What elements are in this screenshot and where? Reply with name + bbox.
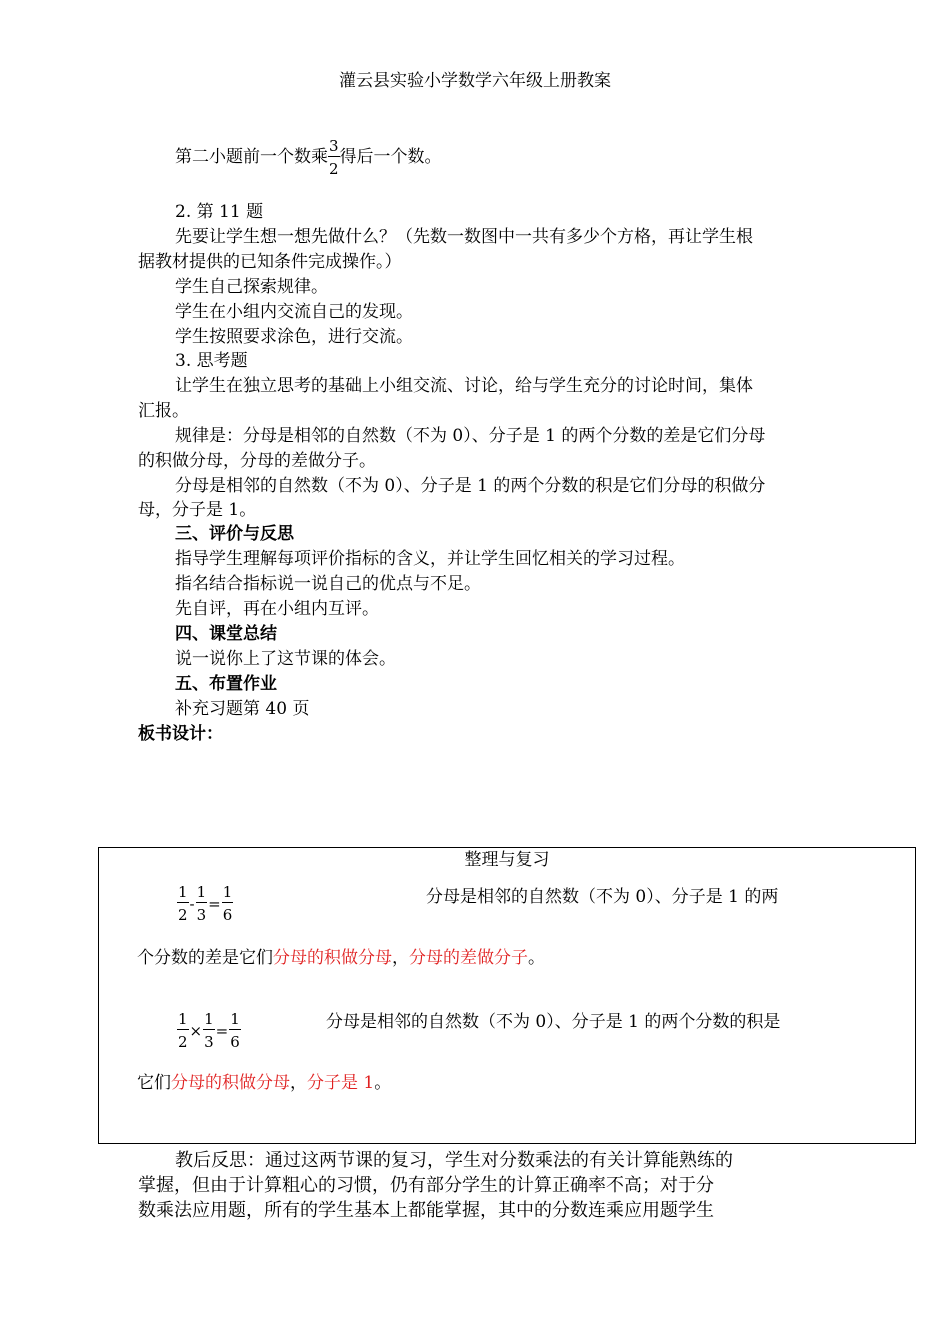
fraction-denominator: 2 <box>329 160 339 178</box>
fraction-denominator: 3 <box>196 906 207 924</box>
fraction-denominator: 6 <box>222 906 233 924</box>
text-segment: ， <box>290 1073 307 1093</box>
highlight-text: 分母的积做分母 <box>273 948 392 968</box>
body-line: 汇报。 <box>138 401 189 421</box>
equals-operator: = <box>215 1021 229 1040</box>
body-line: 指名结合指标说一说自己的优点与不足。 <box>175 574 481 594</box>
fraction <box>222 884 234 923</box>
board-title: 整理与复习 <box>464 850 550 870</box>
fraction <box>196 884 208 923</box>
body-line: 先自评，再在小组内互评。 <box>175 599 379 619</box>
body-line: 先要让学生想一想先做什么？（先数一数图中一共有多少个方格，再让学生根 <box>175 227 753 247</box>
text-segment: 。 <box>374 1073 392 1093</box>
minus-operator: - <box>189 894 195 913</box>
board-rule-1-cont <box>137 946 545 970</box>
product-formula <box>177 1011 241 1050</box>
reflection-line: 数乘法应用题，所有的学生基本上都能掌握，其中的分数连乘应用题学生 <box>138 1200 714 1221</box>
body-line: 的积做分母，分母的差做分子。 <box>138 451 376 471</box>
times-operator: × <box>189 1021 203 1040</box>
section-heading: 五、布置作业 <box>175 674 277 694</box>
fraction-numerator: 1 <box>196 883 207 901</box>
highlight-text: 分母的差做分子 <box>409 948 528 968</box>
fraction <box>328 138 340 177</box>
page-header: 灌云县实验小学数学六年级上册教案 <box>339 71 611 91</box>
fraction-numerator: 1 <box>178 883 188 901</box>
body-line: 学生自己探索规律。 <box>175 277 328 297</box>
fraction-denominator: 6 <box>230 1033 240 1051</box>
body-line: 学生在小组内交流自己的发现。 <box>175 302 413 322</box>
fraction-numerator: 1 <box>230 1010 240 1028</box>
board-rule-2: 分母是相邻的自然数（不为 0）、分子是 1 的两个分数的积是 <box>326 1012 781 1032</box>
paragraph-fraction-rule <box>175 138 442 177</box>
board-rule-1: 分母是相邻的自然数（不为 0）、分子是 1 的两 <box>426 887 779 907</box>
fraction-numerator: 3 <box>329 137 339 155</box>
section-heading: 四、课堂总结 <box>175 624 277 644</box>
fraction-denominator: 2 <box>178 906 188 924</box>
body-line: 说一说你上了这节课的体会。 <box>175 649 396 669</box>
fraction <box>203 1011 215 1050</box>
highlight-text: 分子是 1 <box>307 1073 375 1093</box>
body-line: 3. 思考题 <box>175 351 248 371</box>
fraction-numerator: 1 <box>222 883 233 901</box>
body-line: 据教材提供的已知条件完成操作。） <box>138 252 402 272</box>
text-segment: 第二小题前一个数乘 <box>175 147 328 167</box>
text-segment: 个分数的差是它们 <box>137 948 273 968</box>
text-segment: ， <box>392 948 409 968</box>
difference-formula <box>177 884 233 923</box>
text-segment: 。 <box>528 948 545 968</box>
body-line: 2. 第 11 题 <box>175 202 264 222</box>
fraction <box>177 1011 189 1050</box>
equals-operator: = <box>208 894 221 913</box>
fraction-denominator: 2 <box>178 1033 188 1051</box>
body-line: 学生按照要求涂色，进行交流。 <box>175 327 413 347</box>
fraction <box>177 884 189 923</box>
body-line: 分母是相邻的自然数（不为 0）、分子是 1 的两个分数的积是它们分母的积做分 <box>175 476 766 496</box>
section-heading: 三、评价与反思 <box>175 524 294 544</box>
highlight-text: 分母的积做分母 <box>171 1073 290 1093</box>
fraction-numerator: 1 <box>204 1010 214 1028</box>
reflection-line: 教后反思：通过这两节课的复习，学生对分数乘法的有关计算能熟练的 <box>175 1150 733 1171</box>
text-segment: 得后一个数。 <box>339 147 442 167</box>
body-line: 补充习题第 40 页 <box>175 699 310 719</box>
reflection-line: 掌握，但由于计算粗心的习惯，仍有部分学生的计算正确率不高；对于分 <box>138 1175 714 1196</box>
body-line: 让学生在独立思考的基础上小组交流、讨论，给与学生充分的讨论时间，集体 <box>175 376 753 396</box>
text-segment: 它们 <box>137 1073 171 1093</box>
fraction <box>229 1011 241 1050</box>
board-design-box <box>98 847 916 1144</box>
body-line: 指导学生理解每项评价指标的含义，并让学生回忆相关的学习过程。 <box>175 549 685 569</box>
fraction-numerator: 1 <box>178 1010 188 1028</box>
board-rule-2-cont <box>137 1071 391 1095</box>
body-line: 规律是：分母是相邻的自然数（不为 0）、分子是 1 的两个分数的差是它们分母 <box>175 426 766 446</box>
fraction-denominator: 3 <box>204 1033 214 1051</box>
board-design-label: 板书设计： <box>138 724 223 744</box>
body-line: 母，分子是 1。 <box>138 500 257 520</box>
